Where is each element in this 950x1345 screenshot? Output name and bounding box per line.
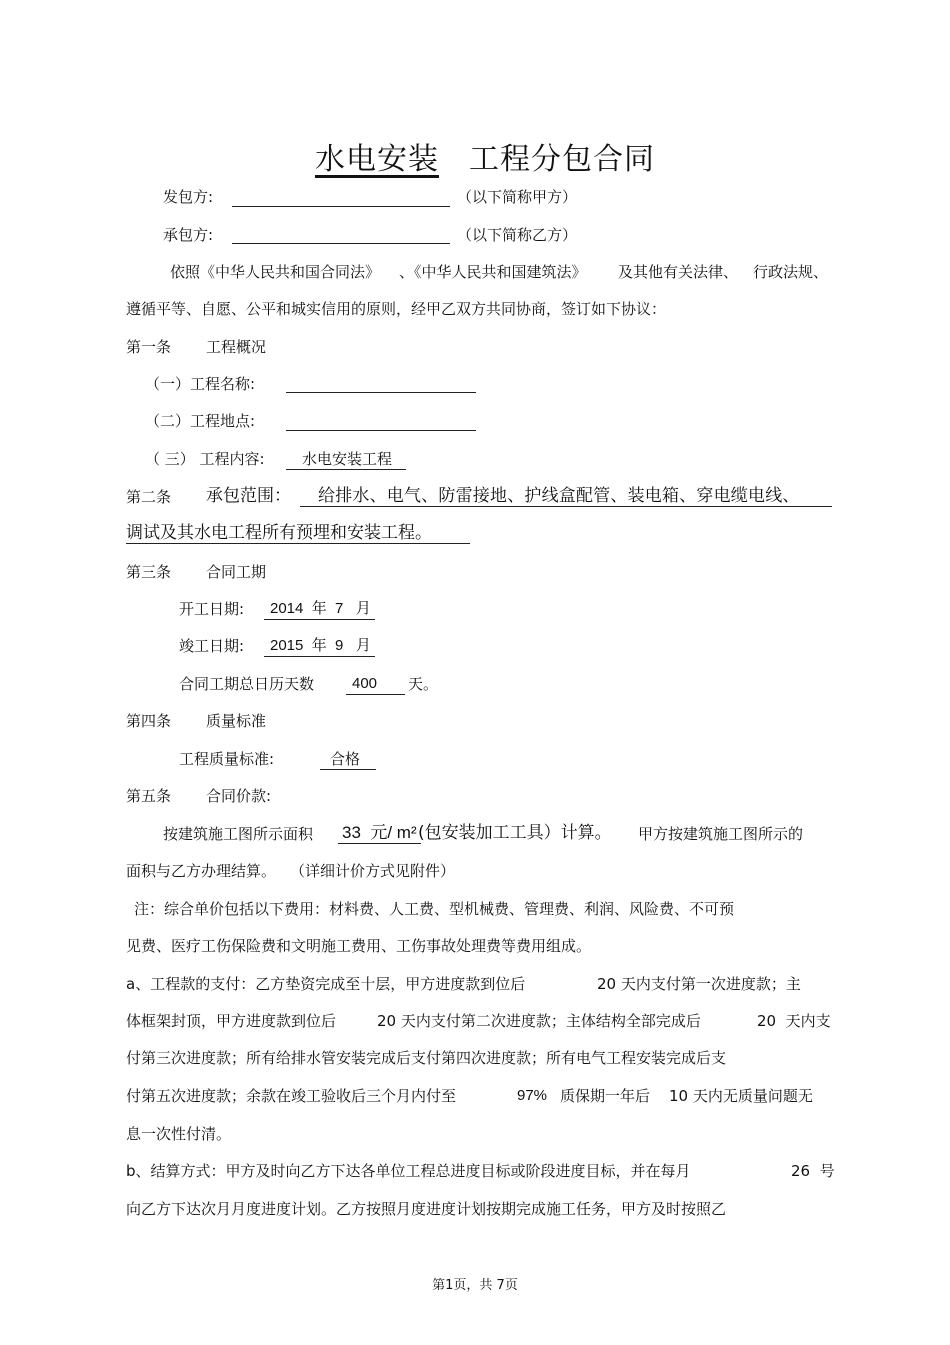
payment-a-line2-c: 20 天内支 — [757, 1012, 831, 1030]
total-days-value: 400 — [346, 674, 405, 695]
project-name-label: （一）工程名称: — [145, 375, 256, 393]
price-value: 33 元/ m² — [338, 823, 421, 844]
settlement-b-line2: 向乙方下达次月月度进度计划。乙方按照月度进度计划按期完成施工任务，甲方及时按照乙 — [126, 1200, 727, 1218]
settlement-b-line1-b: 26 号 — [791, 1162, 835, 1180]
settlement-b-line1-a: b、结算方式：甲方及时向乙方下达各单位工程总进度目标或阶段进度目标，并在每月 — [126, 1162, 691, 1180]
quality-std-value: 合格 — [320, 749, 376, 770]
article3-number: 第三条 — [126, 563, 172, 581]
payment-a-line2-a: 体框架封顶，甲方进度款到位后 — [126, 1012, 337, 1030]
article2-number: 第二条 — [126, 488, 172, 506]
preamble-a: 依照《中华人民共和国合同法》 — [170, 263, 381, 281]
project-location-blank[interactable] — [286, 430, 476, 431]
preamble-c: 及其他有关法律、 — [618, 263, 739, 281]
title-rest: 工程分包合同 — [469, 142, 655, 177]
price-line2-b: （详细计价方式见附件） — [290, 862, 456, 880]
payment-a-line5: 息一次性付清。 — [126, 1125, 232, 1143]
contractor-blank[interactable] — [232, 243, 450, 244]
total-days-label: 合同工期总日历天数 — [179, 675, 315, 693]
preamble-b: 、《中华人民共和国建筑法》 — [399, 263, 587, 281]
quality-std-label: 工程质量标准: — [179, 750, 275, 768]
payment-a-line4-a: 付第五次进度款；余款在竣工验收后三个月内付至 — [126, 1087, 457, 1105]
article1-number: 第一条 — [126, 338, 172, 356]
project-name-blank[interactable] — [286, 392, 476, 393]
start-date-value: 2014 年 7 月 — [264, 599, 375, 620]
contractor-label: 承包方: — [163, 226, 214, 244]
payment-a-line4-b: 97% — [517, 1087, 548, 1104]
project-content-label: （ 三） 工程内容: — [145, 450, 265, 468]
total-days-unit: 天。 — [408, 675, 439, 693]
article5-heading: 合同价款: — [206, 787, 272, 805]
price-text-a: 按建筑施工图所示面积 — [163, 825, 314, 843]
start-date-label: 开工日期: — [179, 600, 245, 618]
payment-a-line1-a: a、工程款的支付：乙方垫资完成至十层，甲方进度款到位后 — [126, 975, 526, 993]
issuer-note: （以下简称甲方） — [457, 188, 578, 206]
note-line2: 见费、医疗工伤保险费和文明施工费用、工伤事故处理费等费用组成。 — [126, 937, 592, 955]
article4-heading: 质量标准 — [206, 712, 267, 730]
payment-a-line2-b: 20 天内支付第二次进度款；主体结构全部完成后 — [377, 1012, 701, 1030]
note-line1: 注：综合单价包括以下费用：材料费、人工费、型机械费、管理费、利润、风险费、不可预 — [134, 900, 735, 918]
article1-heading: 工程概况 — [206, 338, 267, 356]
scope-line1: 给排水、电气、防雷接地、护线盒配管、装电箱、穿电缆电线、 — [300, 486, 832, 507]
scope-label: 承包范围： — [206, 486, 291, 506]
payment-a-line4-d: 10 天内无质量问题无 — [669, 1087, 813, 1105]
payment-a-line4-c: 质保期一年后 — [560, 1087, 651, 1105]
price-line2-a: 面积与乙方办理结算。 — [126, 862, 277, 880]
preamble-d: 行政法规、 — [753, 263, 829, 281]
article4-number: 第四条 — [126, 712, 172, 730]
end-date-value: 2015 年 9 月 — [264, 636, 375, 657]
issuer-label: 发包方: — [163, 188, 214, 206]
page-footer: 第1页，共 7页 — [432, 1278, 518, 1293]
title-underlined: 水电安装 — [315, 142, 439, 177]
scope-line2: 调试及其水电工程所有预埋和安装工程。 — [126, 523, 470, 544]
preamble-line2: 遵循平等、自愿、公平和城实信用的原则，经甲乙双方共同协商，签订如下协议： — [126, 300, 667, 318]
article3-heading: 合同工期 — [206, 563, 267, 581]
end-date-label: 竣工日期: — [179, 637, 245, 655]
issuer-blank[interactable] — [232, 206, 450, 207]
payment-a-line1-b: 20 天内支付第一次进度款；主 — [597, 975, 801, 993]
page-title — [0, 140, 950, 180]
contractor-note: （以下简称乙方） — [457, 226, 578, 244]
project-location-label: （二）工程地点: — [145, 412, 256, 430]
price-text-b: (包安装加工工具）计算。 — [418, 823, 612, 843]
payment-a-line3: 付第三次进度款；所有给排水管安装完成后支付第四次进度款；所有电气工程安装完成后支 — [126, 1049, 727, 1067]
price-text-c: 甲方按建筑施工图所示的 — [638, 825, 804, 843]
article5-number: 第五条 — [126, 787, 172, 805]
project-content-value: 水电安装工程 — [286, 449, 406, 470]
